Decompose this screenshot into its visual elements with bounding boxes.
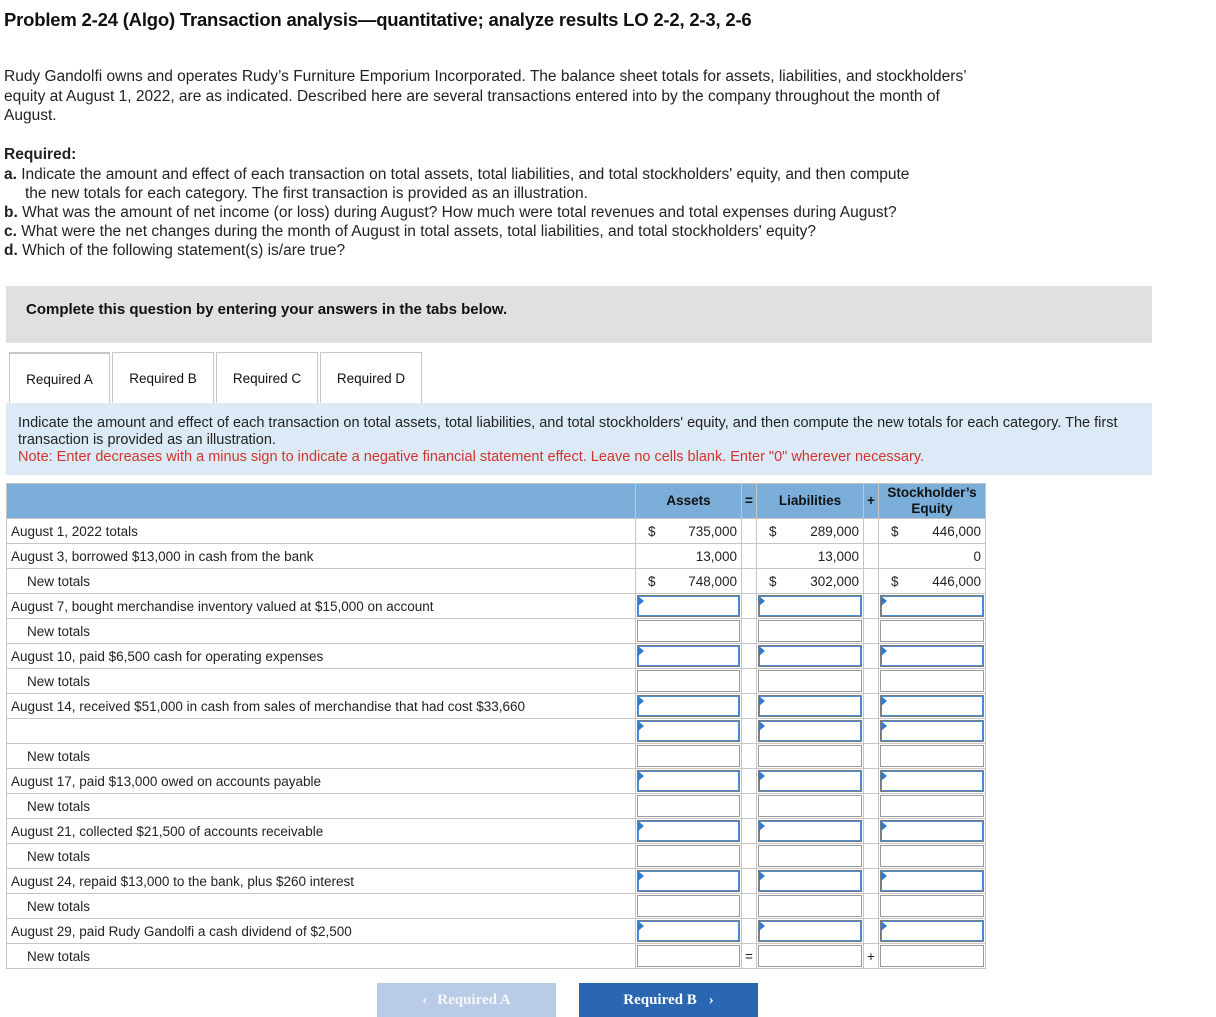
equity-total-input[interactable] bbox=[880, 845, 984, 867]
table-row: New totals bbox=[7, 619, 986, 644]
required-item-a: a. Indicate the amount and effect of each transaction on total assets, total liabilities, and total stockholders' equity, and then compute the new totals for each category. The first transaction is provided as an illustration. bbox=[4, 166, 910, 202]
assets-total-input[interactable] bbox=[637, 845, 740, 867]
prev-required-a-button[interactable]: ‹ Required A bbox=[377, 983, 556, 1017]
value-equity: 446,000 bbox=[932, 573, 981, 589]
tab-required-c[interactable]: Required C bbox=[216, 352, 318, 403]
value-liabilities: 302,000 bbox=[810, 573, 859, 589]
header-liabilities: Liabilities bbox=[757, 484, 864, 519]
assets-input[interactable] bbox=[637, 595, 740, 617]
tab-instructions bbox=[6, 403, 1152, 475]
liabilities-total-input[interactable] bbox=[758, 945, 862, 967]
table-row: August 1, 2022 totals $ 735,000 $ 289,000 $ 446,000 bbox=[7, 519, 986, 544]
assets-total-input[interactable] bbox=[637, 670, 740, 692]
assets-total-input[interactable] bbox=[637, 895, 740, 917]
equals-sign: = bbox=[742, 944, 757, 969]
next-required-b-button[interactable]: Required B › bbox=[579, 983, 758, 1017]
equity-input[interactable] bbox=[880, 770, 984, 792]
tab-required-d[interactable]: Required D bbox=[320, 352, 422, 403]
liabilities-input[interactable] bbox=[758, 770, 862, 792]
table-header-row bbox=[7, 484, 986, 519]
equity-total-input[interactable] bbox=[880, 670, 984, 692]
table-row: New totals bbox=[7, 894, 986, 919]
header-plus: + bbox=[864, 484, 879, 519]
equity-input[interactable] bbox=[880, 595, 984, 617]
equity-input[interactable] bbox=[880, 820, 984, 842]
required-item-b: b. What was the amount of net income (or loss) during August? How much were total revenues and total expenses during August? bbox=[4, 204, 897, 221]
liabilities-total-input[interactable] bbox=[758, 620, 862, 642]
tab-required-a[interactable]: Required A bbox=[9, 352, 110, 404]
liabilities-total-input[interactable] bbox=[758, 795, 862, 817]
equity-total-input[interactable] bbox=[880, 795, 984, 817]
chevron-left-icon: ‹ bbox=[422, 991, 428, 1008]
assets-input[interactable] bbox=[637, 720, 740, 742]
table-row: August 24, repaid $13,000 to the bank, plus $260 interest bbox=[7, 869, 986, 894]
instruction-text: Indicate the amount and effect of each transaction on total assets, total liabilities, and total stockholders' equity, and then compute the new totals for each category. The first transaction is provided as an illustration. bbox=[18, 415, 1118, 448]
assets-total-input[interactable] bbox=[637, 620, 740, 642]
value-liabilities: 289,000 bbox=[810, 523, 859, 539]
table-row: August 29, paid Rudy Gandolfi a cash dividend of $2,500 bbox=[7, 919, 986, 944]
assets-input[interactable] bbox=[637, 695, 740, 717]
table-row: August 17, paid $13,000 owed on accounts payable bbox=[7, 769, 986, 794]
liabilities-total-input[interactable] bbox=[758, 745, 862, 767]
equity-input[interactable] bbox=[880, 720, 984, 742]
required-item-c: c. What were the net changes during the month of August in total assets, total liabilities, and total stockholders' equity? bbox=[4, 223, 817, 240]
equity-input[interactable] bbox=[880, 870, 984, 892]
liabilities-input[interactable] bbox=[758, 595, 862, 617]
required-item-d: d. Which of the following statement(s) is/are true? bbox=[4, 242, 346, 259]
required-heading: Required: bbox=[4, 146, 77, 163]
table-row: August 3, borrowed $13,000 in cash from the bank 13,000 13,000 0 bbox=[7, 544, 986, 569]
table-row: New totals $ 748,000 $ 302,000 $ 446,000 bbox=[7, 569, 986, 594]
assets-total-input[interactable] bbox=[637, 945, 740, 967]
instruction-note: Note: Enter decreases with a minus sign to indicate a negative financial statement effect. Leave no cells blank. Enter "0" wherever necessary. bbox=[18, 449, 925, 465]
header-equals: = bbox=[742, 484, 757, 519]
table-row: August 14, received $51,000 in cash from sales of merchandise that had cost $33,660 bbox=[7, 694, 986, 719]
equity-total-input[interactable] bbox=[880, 620, 984, 642]
table-row: New totals bbox=[7, 744, 986, 769]
header-assets: Assets bbox=[636, 484, 742, 519]
liabilities-input[interactable] bbox=[758, 820, 862, 842]
equity-input[interactable] bbox=[880, 645, 984, 667]
value-equity: 0 bbox=[973, 548, 981, 564]
equity-total-input[interactable] bbox=[880, 895, 984, 917]
liabilities-input[interactable] bbox=[758, 720, 862, 742]
value-equity: 446,000 bbox=[932, 523, 981, 539]
assets-input[interactable] bbox=[637, 770, 740, 792]
equity-total-input[interactable] bbox=[880, 945, 984, 967]
value-liabilities: 13,000 bbox=[817, 548, 859, 564]
assets-input[interactable] bbox=[637, 870, 740, 892]
tab-required-b[interactable]: Required B bbox=[112, 352, 214, 403]
plus-sign: + bbox=[864, 944, 879, 969]
value-assets: 735,000 bbox=[688, 523, 737, 539]
liabilities-input[interactable] bbox=[758, 645, 862, 667]
equity-input[interactable] bbox=[880, 695, 984, 717]
liabilities-total-input[interactable] bbox=[758, 845, 862, 867]
table-row bbox=[7, 719, 986, 744]
table-row: New totals = + bbox=[7, 944, 986, 969]
table-row: August 21, collected $21,500 of accounts receivable bbox=[7, 819, 986, 844]
header-equity: Stockholder’s Equity bbox=[879, 484, 986, 519]
equity-total-input[interactable] bbox=[880, 745, 984, 767]
assets-input[interactable] bbox=[637, 920, 740, 942]
table-row: August 7, bought merchandise inventory valued at $15,000 on account bbox=[7, 594, 986, 619]
assets-total-input[interactable] bbox=[637, 795, 740, 817]
assets-total-input[interactable] bbox=[637, 745, 740, 767]
transaction-table bbox=[6, 483, 986, 969]
equity-input[interactable] bbox=[880, 920, 984, 942]
table-row: New totals bbox=[7, 794, 986, 819]
liabilities-input[interactable] bbox=[758, 695, 862, 717]
tab-bar bbox=[9, 352, 424, 404]
assets-input[interactable] bbox=[637, 645, 740, 667]
problem-intro: Rudy Gandolfi owns and operates Rudy’s Furniture Emporium Incorporated. The balance sheet totals for assets, liabilities, and stockholders’ equity at August 1, 2022, are as indicated. Described here are several transactions entered into by the company throughout the month of August. bbox=[4, 68, 967, 124]
liabilities-input[interactable] bbox=[758, 870, 862, 892]
instructions-banner: Complete this question by entering your answers in the tabs below. bbox=[6, 286, 1152, 343]
table-row: August 10, paid $6,500 cash for operating expenses bbox=[7, 644, 986, 669]
chevron-right-icon: › bbox=[708, 991, 714, 1008]
liabilities-input[interactable] bbox=[758, 920, 862, 942]
liabilities-total-input[interactable] bbox=[758, 670, 862, 692]
value-assets: 13,000 bbox=[695, 548, 737, 564]
problem-title: Problem 2-24 (Algo) Transaction analysis—quantitative; analyze results LO 2-2, 2-3, 2-6 bbox=[4, 9, 752, 30]
table-row: New totals bbox=[7, 669, 986, 694]
liabilities-total-input[interactable] bbox=[758, 895, 862, 917]
value-assets: 748,000 bbox=[688, 573, 737, 589]
table-row: New totals bbox=[7, 844, 986, 869]
assets-input[interactable] bbox=[637, 820, 740, 842]
